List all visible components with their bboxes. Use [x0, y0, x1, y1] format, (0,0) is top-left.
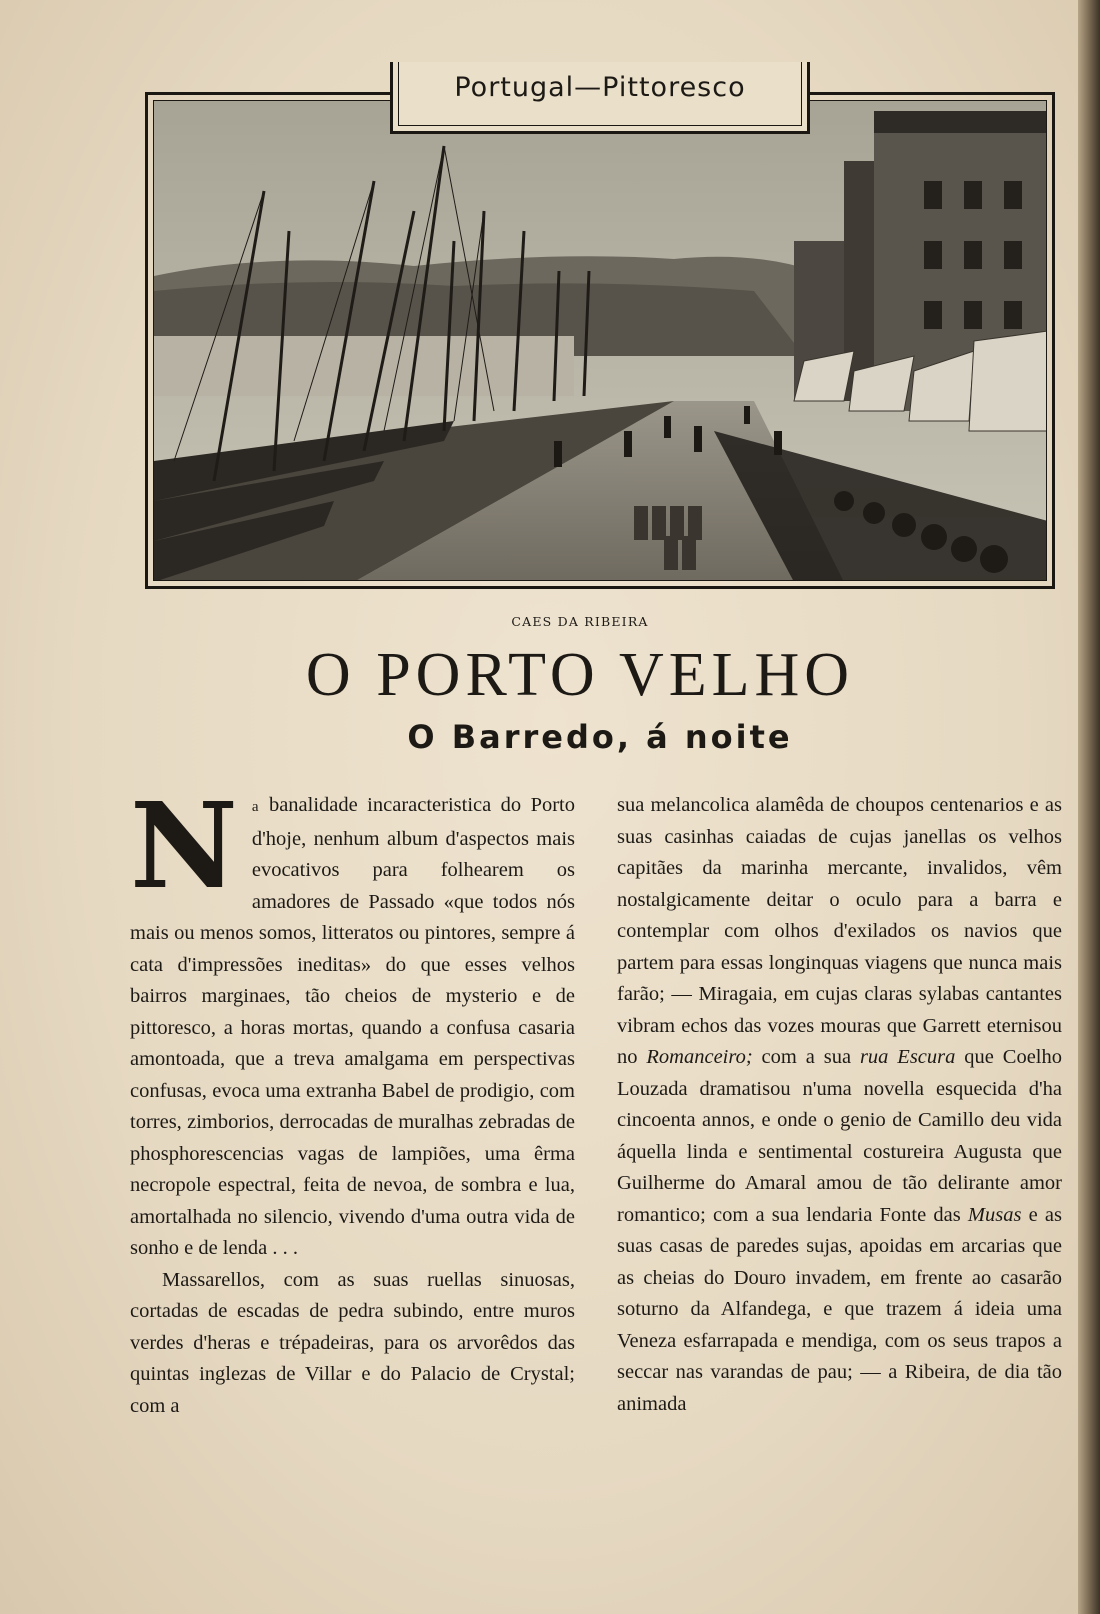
article-subtitle: O Barredo, á noite [407, 718, 793, 756]
paragraph-continued [617, 790, 1062, 1420]
text-run: que Coelho Louzada dramatisou n'uma novella esquecida d'ha cincoenta annos, e onde o genio de Camillo deu vida áquella linda e sentimental costureira Augusta que Guilherme do Amaral amou de tão delirante amor romantico; com a sua lendaria Fonte das [617, 1046, 1062, 1226]
italic-title: rua Escura [859, 1046, 956, 1068]
photo-caes-da-ribeira [153, 100, 1047, 581]
drop-cap: N [130, 776, 238, 915]
article-title: O PORTO VELHO [305, 641, 855, 709]
paragraph-2: Massarellos, com as suas ruellas sinuosas, cortadas de escadas de pedra subindo, entre muros verdes d'heras e trépadeiras, para os arvorêdos das quintas inglezas de Villar e do Palacio de Crystal; com a [130, 1268, 575, 1417]
text-column-right [617, 790, 1062, 1420]
text-run: sua melancolica alamêda de choupos centenarios e as suas casinhas caiadas de cujas janellas os velhos capitães da marinha mercante, invalidos, vêm nostalgicamente deitar o oculo para a barra e contemplar com olhos d'exilados os navios que partem para essas longinquas viagens que nunca mais farão; — Miragaia, em cujas claras sylabas cantantes vibram echos das vozes mouras que Garrett eternisou no [617, 794, 1062, 1068]
smallcaps-text: a [251, 799, 260, 815]
section-title: Portugal—Pittoresco [454, 72, 746, 103]
italic-title: Romanceiro; [646, 1046, 753, 1068]
paragraph-1-text: banalidade incaracteristica do Porto d'hoje, nenhum album d'aspectos mais evocativos para folhearem os amadores de Passado «que todos nós mais ou menos somos, litteratos ou pintores, sempre á cata d'impressões ineditas» do que esses velhos bairros marginaes, tão cheios de mysterio e de pittoresco, a horas mortas, quando a confusa casaria amontoada, que a treva amalgama em perspectivas confusas, evoca uma extranha Babel de prodigio, com torres, zimborios, derrocadas de muralhas zebradas de phosphorescencias vagas de lampiões, uma êrma necropole espectral, feita de nevoa, de sombra e lua, amortalhada no silencio, vivendo d'uma outra vida de sonho e de lenda . . . [130, 794, 575, 1259]
paragraph-1 [130, 776, 575, 1265]
photo-caption: CAES DA RIBEIRA [511, 614, 649, 629]
text-run: e as suas casas de paredes sujas, apoidas em arcarias que as cheias do Douro invadem, em frente ao casarão soturno da Alfandega, e que trazem á ideia uma Veneza esfarrapada e mendiga, com os seus trapos a seccar nas varandas de pau; — a Ribeira, de dia tão animada [617, 1203, 1062, 1415]
italic-title: Musas [967, 1203, 1022, 1226]
text-run: com a sua [752, 1046, 860, 1068]
page-edge-shadow [1078, 0, 1100, 1614]
text-column-left [130, 776, 575, 1422]
quay-photo-illustration [154, 101, 1047, 581]
